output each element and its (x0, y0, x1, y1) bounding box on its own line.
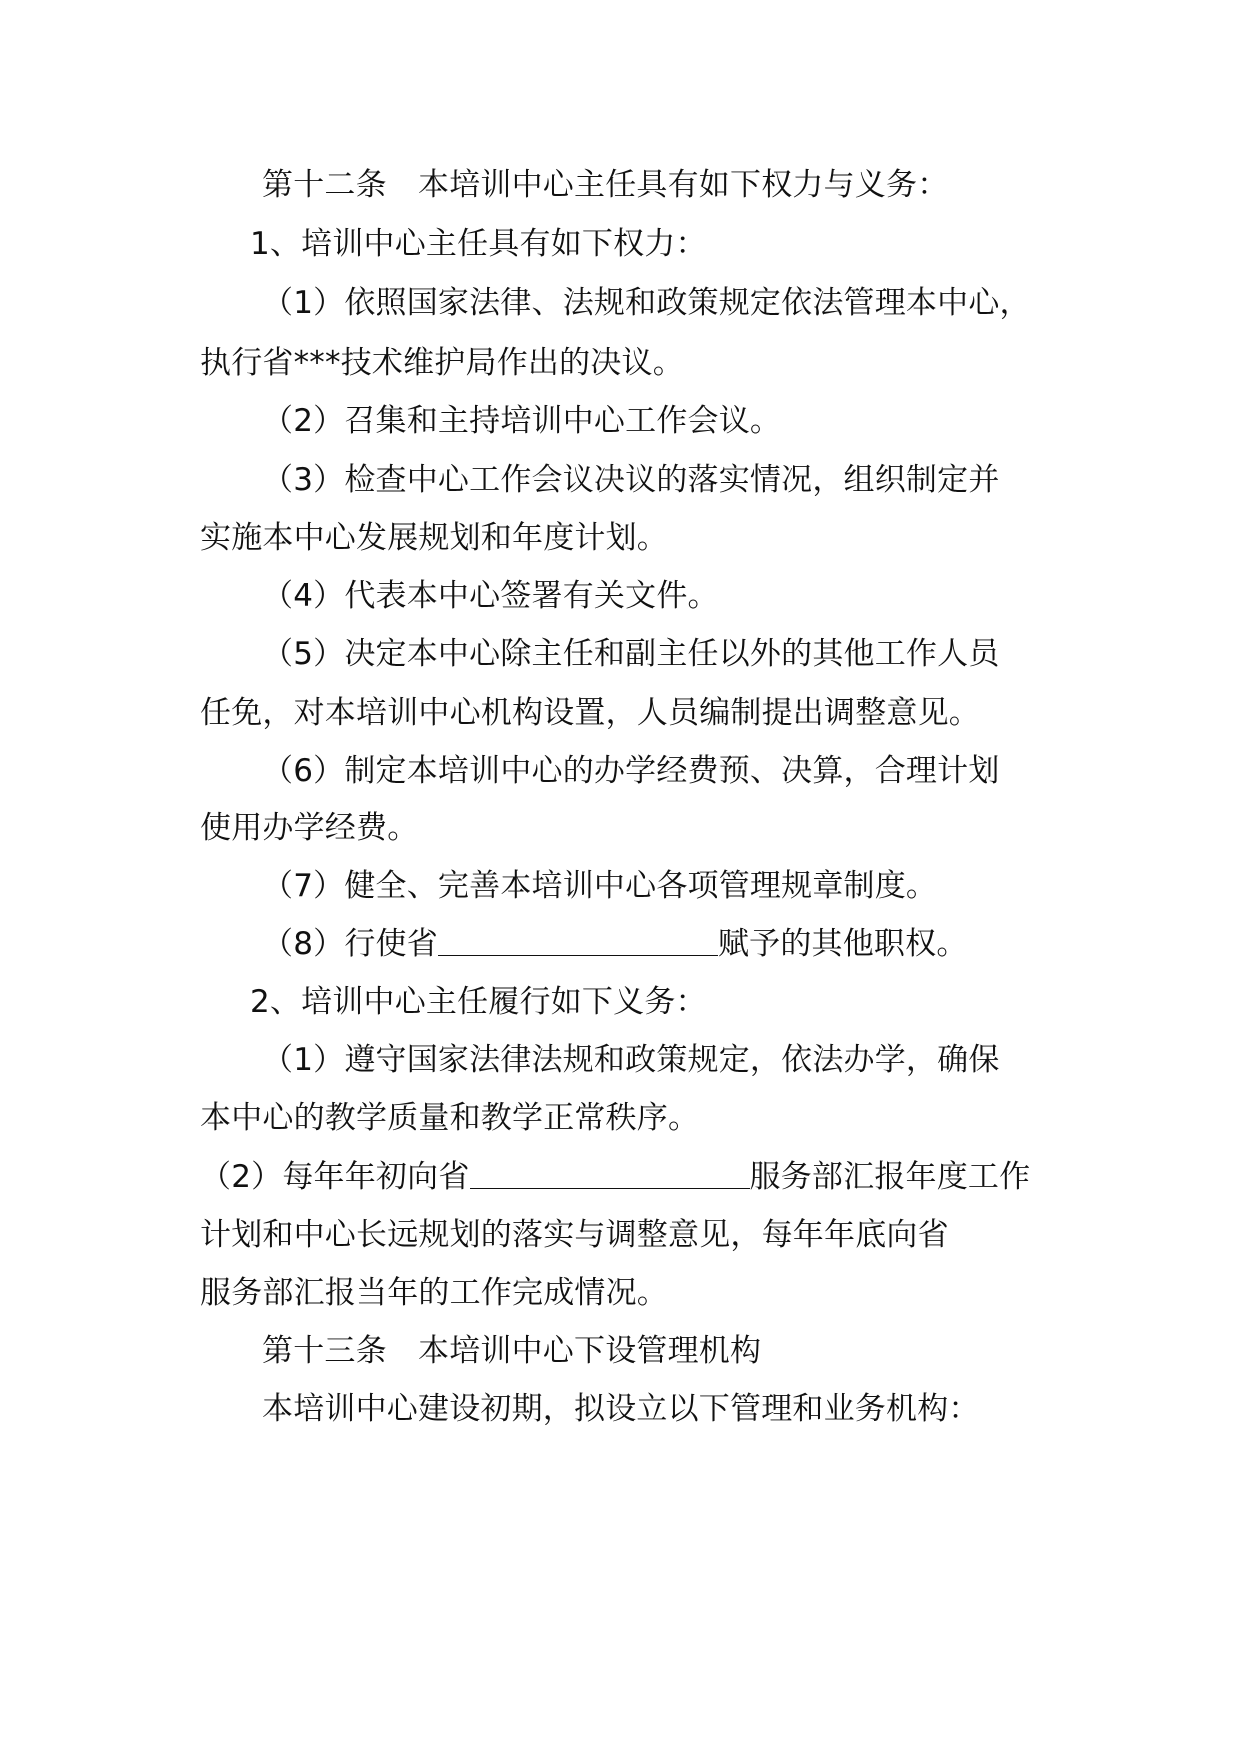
power-item-5-line-1: （5）决定本中心除主任和副主任以外的其他工作人员 (262, 636, 1000, 672)
duty-item-2-line-1 (200, 1155, 1071, 1199)
duty-item-1-line-1: （1）遵守国家法律法规和政策规定，依法办学，确保 (262, 1042, 1000, 1078)
duty-item-2-line-3: 服务部汇报当年的工作完成情况。 (200, 1275, 668, 1311)
article-13-heading: 第十三条 本培训中心下设管理机构 (262, 1333, 762, 1369)
power-item-3-line-2: 实施本中心发展规划和年度计划。 (200, 520, 668, 556)
power-item-2: （2）召集和主持培训中心工作会议。 (262, 403, 782, 439)
power-item-8-prefix: （8）行使省 (262, 926, 438, 962)
power-item-6-line-2: 使用办学经费。 (200, 810, 419, 846)
power-item-6-line-1: （6）制定本培训中心的办学经费预、决算，合理计划 (262, 753, 1000, 789)
duty-section-title: 2、培训中心主任履行如下义务： (250, 984, 707, 1020)
duty-item-2-suffix: 服务部汇报年度工作 (749, 1159, 1031, 1195)
duty-item-2-prefix: （2）每年年初向省 (200, 1159, 470, 1195)
power-item-8 (262, 922, 1071, 966)
power-item-4: （4）代表本中心签署有关文件。 (262, 578, 719, 614)
article-13-intro: 本培训中心建设初期，拟设立以下管理和业务机构： (262, 1391, 980, 1427)
duty-item-2-line-2: 计划和中心长远规划的落实与调整意见，每年年底向省 (200, 1217, 949, 1253)
article-12-heading: 第十二条 本培训中心主任具有如下权力与义务： (262, 167, 949, 203)
power-section-title: 1、培训中心主任具有如下权力： (250, 226, 707, 262)
fill-in-blank-line (470, 1158, 750, 1189)
fill-in-blank-line (438, 925, 718, 956)
power-item-3-line-1: （3）检查中心工作会议决议的落实情况，组织制定并 (262, 462, 1000, 498)
power-item-7: （7）健全、完善本培训中心各项管理规章制度。 (262, 868, 938, 904)
power-item-5-line-2: 任免，对本培训中心机构设置，人员编制提出调整意见。 (200, 695, 980, 731)
power-item-8-suffix: 赋予的其他职权。 (717, 926, 968, 962)
power-item-1-line-1: （1）依照国家法律、法规和政策规定依法管理本中心， (262, 285, 1031, 321)
power-item-1-line-2: 执行省***技术维护局作出的决议。 (200, 345, 684, 381)
duty-item-1-line-2: 本中心的教学质量和教学正常秩序。 (200, 1100, 700, 1136)
